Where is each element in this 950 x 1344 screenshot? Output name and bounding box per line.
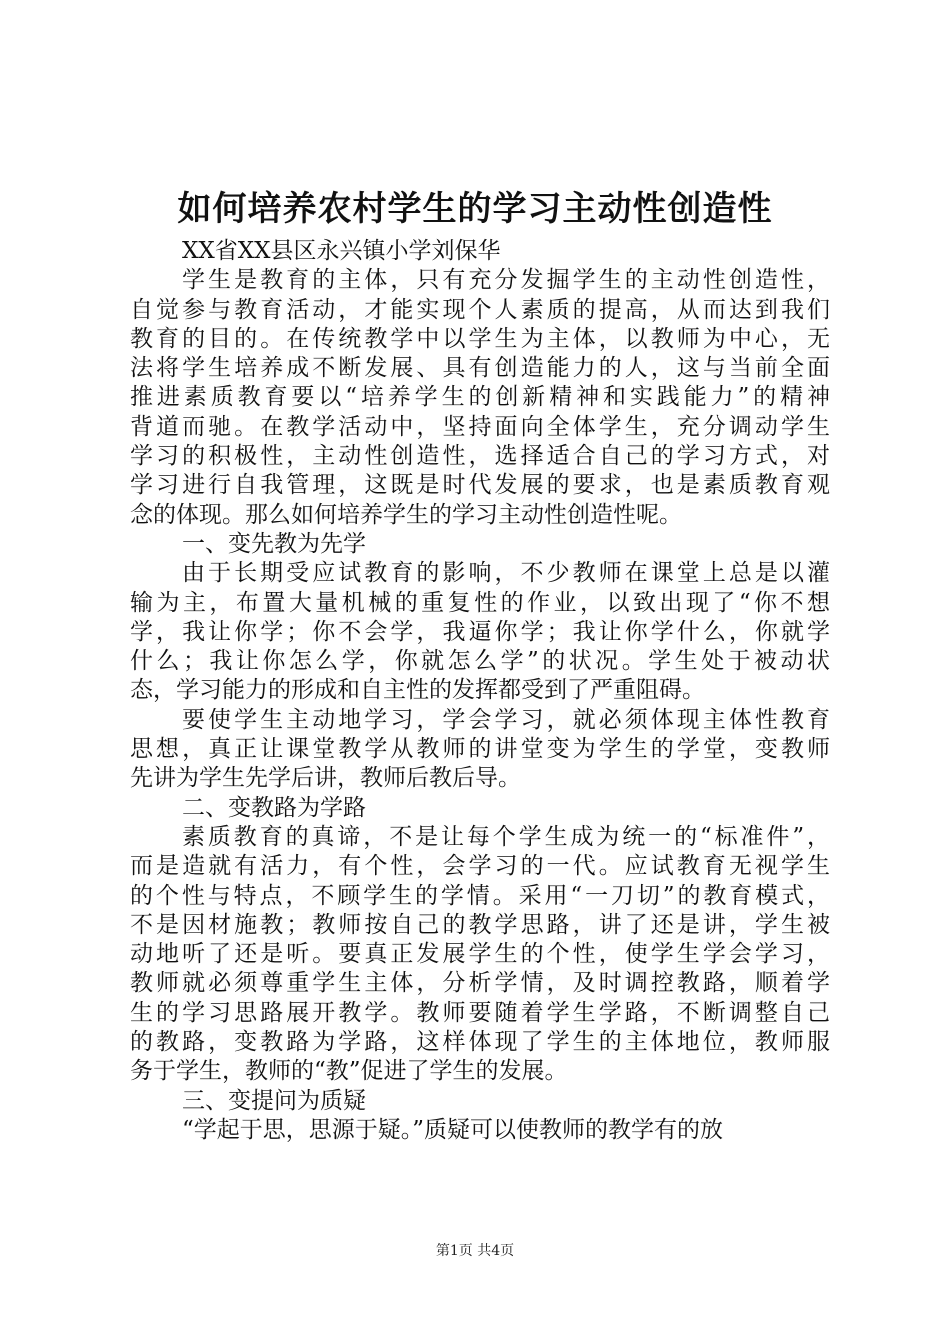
paragraph-line: 学生是教育的主体，只有充分发掘学生的主动性创造性， [182,267,830,294]
document-title: 如何培养农村学生的学习主动性创造性 [177,189,773,229]
paragraph-line: 思想，真正让课堂教学从教师的讲堂变为学生的学堂，变教师 [130,736,830,763]
paragraph-line: 先讲为学生先学后讲，教师后教后导。 [130,765,521,792]
paragraph-line: 教师就必须尊重学生主体，分析学情，及时调控教路，顺着学 [130,970,830,997]
paragraph-line: 务于学生，教师的“教”促进了学生的发展。 [130,1058,568,1085]
document-body [130,237,830,1145]
paragraph-line: 动地听了还是听。要真正发展学生的个性，使学生学会学习， [130,941,830,968]
author-line: XX省XX县区永兴镇小学刘保华 [182,238,501,264]
paragraph-line: 自觉参与教育活动，才能实现个人素质的提高，从而达到我们 [130,296,830,323]
paragraph-line: 背道而驰。在教学活动中，坚持面向全体学生，充分调动学生 [130,413,830,440]
paragraph-line: 教育的目的。在传统教学中以学生为主体，以教师为中心，无 [130,325,830,352]
paragraph-line: 生的学习思路展开教学。教师要随着学生学路，不断调整自己 [130,999,830,1026]
paragraph-line: 要使学生主动地学习，学会学习，就必须体现主体性教育 [182,706,830,733]
paragraph-line: 素质教育的真谛，不是让每个学生成为统一的“标准件”， [182,823,830,850]
paragraph-line: 而是造就有活力，有个性，会学习的一代。应试教育无视学生 [130,853,830,880]
section-heading: 二、变教路为学路 [182,794,366,821]
paragraph-line: 推进素质教育要以“培养学生的创新精神和实践能力”的精神 [130,384,830,411]
paragraph-line: 什么；我让你怎么学，你就怎么学”的状况。学生处于被动状 [130,648,830,675]
section-heading: 三、变提问为质疑 [182,1087,366,1114]
paragraph-line: 学，我让你学；你不会学，我逼你学；我让你学什么，你就学 [130,618,830,645]
paragraph-line: 的教路，变教路为学路，这样体现了学生的主体地位，教师服 [130,1029,830,1056]
section-heading: 一、变先教为先学 [182,530,366,557]
paragraph-line: 法将学生培养成不断发展、具有创造能力的人，这与当前全面 [130,355,830,382]
paragraph-line: 学习进行自我管理，这既是时代发展的要求，也是素质教育观 [130,472,830,499]
paragraph-line: 学习的积极性，主动性创造性，选择适合自己的学习方式，对 [130,443,830,470]
paragraph-line: 的个性与特点，不顾学生的学情。采用“一刀切”的教育模式， [130,882,830,909]
paragraph-line: 由于长期受应试教育的影响，不少教师在课堂上总是以灌 [182,560,830,587]
page-footer: 第1页 共4页 [435,1243,515,1259]
paragraph-line: 不是因材施教；教师按自己的教学思路，讲了还是讲，学生被 [130,911,830,938]
paragraph-line: 态，学习能力的形成和自主性的发挥都受到了严重阻碍。 [130,677,705,704]
paragraph-line: “学起于思，思源于疑。”质疑可以使教师的教学有的放 [182,1116,724,1143]
paragraph-line: 输为主，布置大量机械的重复性的作业，以致出现了“你不想 [130,589,830,616]
paragraph-line: 念的体现。那么如何培养学生的学习主动性创造性呢。 [130,501,682,528]
